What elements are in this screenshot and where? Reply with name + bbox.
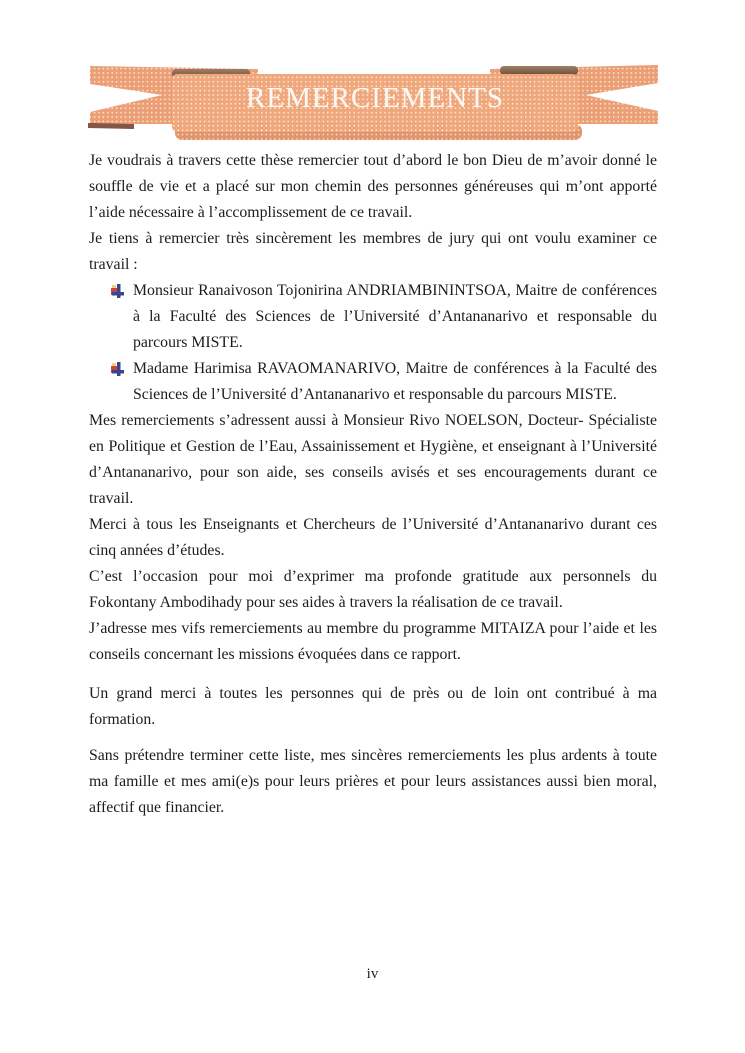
jury-member-2-text: Madame Harimisa RAVAOMANARIVO, Maitre de conférences à la Faculté des Sciences de l’Université d’Antananarivo et responsable du parcours MISTE. [133, 360, 657, 403]
paragraph-intro: Je voudrais à travers cette thèse remercier tout d’abord le bon Dieu de m’avoir donné le souffle de vie et a placé sur mon chemin des personnes généreuses qui m’ont apporté l’aide nécessaire à l’accomplissement de ce travail. [89, 152, 657, 221]
paragraph-grand-merci: Un grand merci à toutes les personnes qui de près ou de loin ont contribué à ma formation. [89, 685, 657, 728]
jury-member-1-text: Monsieur Ranaivoson Tojonirina ANDRIAMBININTSOA, Maitre de conférences à la Faculté des Sciences de l’Université d’Antananarivo et responsable du parcours MISTE. [133, 282, 657, 351]
list-item [89, 356, 657, 408]
paragraph-fokontany: C’est l’occasion pour moi d’exprimer ma profonde gratitude aux personnels du Fokontany Ambodihady pour ses aides à travers la réalisation de ce travail. [89, 568, 657, 611]
ribbon-fold-right [500, 66, 578, 75]
paragraph-jury-intro: Je tiens à remercier très sincèrement les membres de jury qui ont voulu examiner ce travail : [89, 230, 657, 273]
paragraph-noelson: Mes remerciements s’adressent aussi à Monsieur Rivo NOELSON, Docteur- Spécialiste en Politique et Gestion de l’Eau, Assainissement et Hygiène, et enseignant à l’Université d’Antananarivo, pour son aide, ses conseils avisés et ses encouragements durant ce travail. [89, 412, 657, 507]
body-text [89, 148, 657, 821]
paragraph-mitaiza: J’adresse mes vifs remerciements au membre du programme MITAIZA pour l’aide et les conseils concernant les missions évoquées dans ce rapport. [89, 620, 657, 663]
page-title: REMERCIEMENTS [246, 82, 504, 114]
paragraph-enseignants: Merci à tous les Enseignants et Chercheurs de l’Université d’Antananarivo durant ces cinq années d’études. [89, 516, 657, 559]
wingdings-bullet-icon [111, 362, 125, 376]
page-number: iv [366, 966, 379, 982]
wingdings-bullet-icon [111, 284, 125, 298]
ribbon-tail-shadow [88, 123, 134, 129]
paragraph-famille: Sans prétendre terminer cette liste, mes sincères remerciements les plus ardents à toute ma famille et mes ami(e)s pour leurs prières et pour leurs assistances aussi bien moral, affectif que financier. [89, 747, 657, 816]
list-item [89, 278, 657, 356]
title-banner [88, 62, 660, 142]
